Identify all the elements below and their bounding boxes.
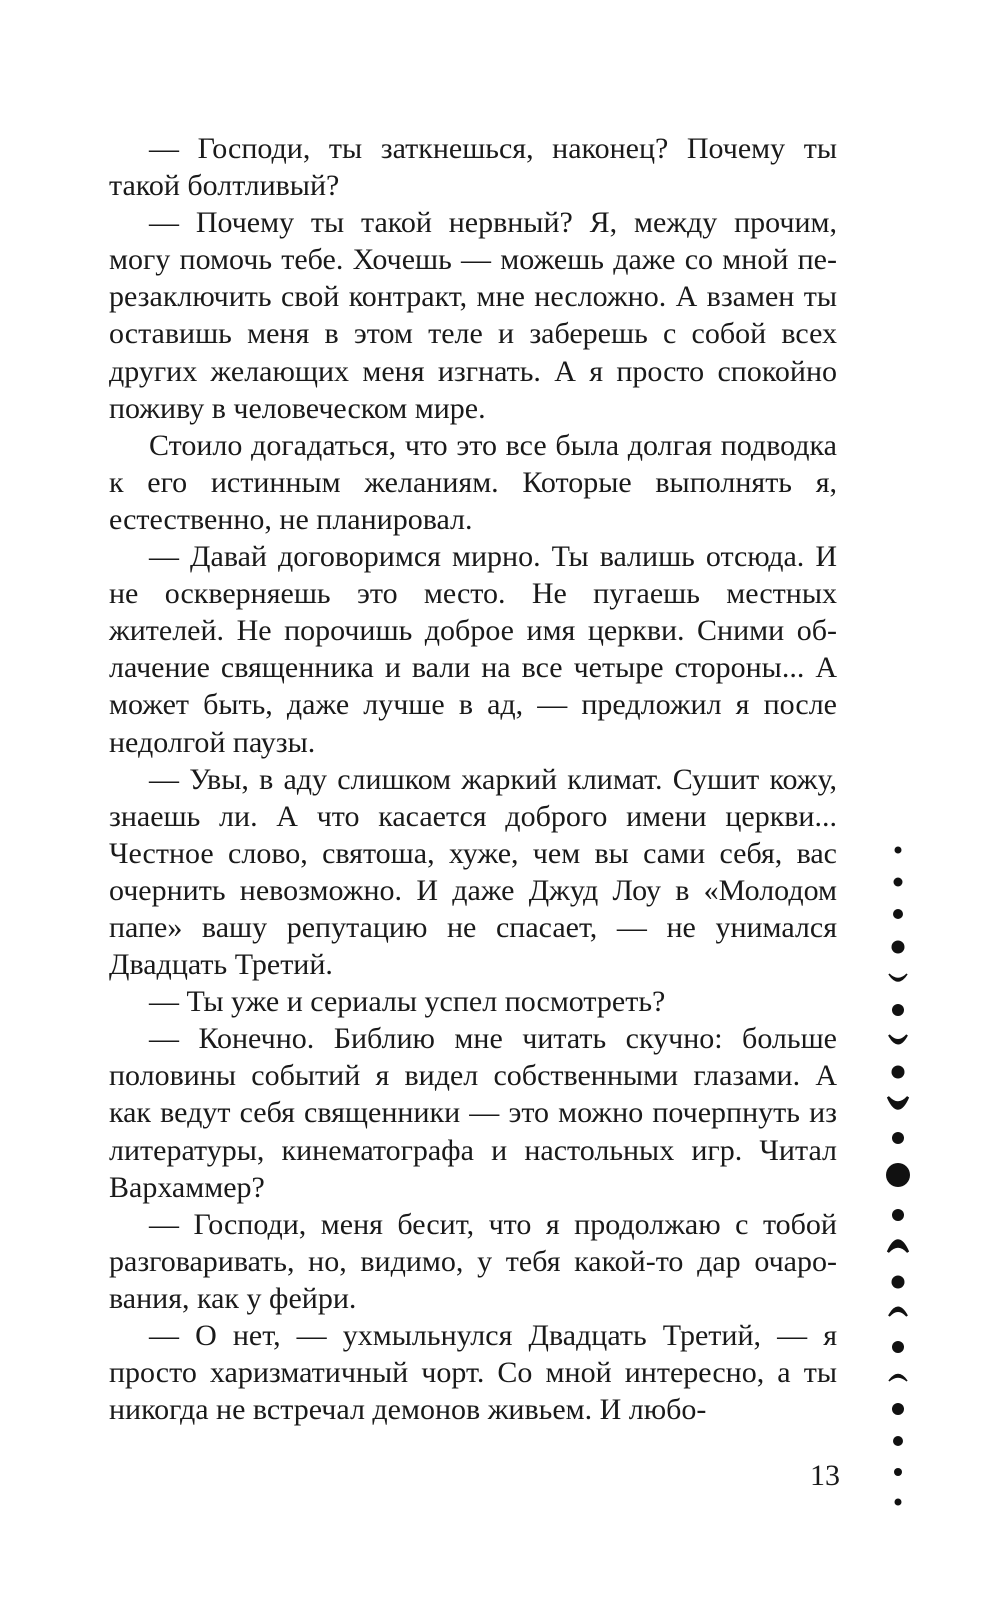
page-text — [109, 130, 837, 1428]
moon-phase-19-dot-icon — [893, 1436, 903, 1446]
moon-phase-16-dot-icon — [892, 1341, 904, 1353]
moon-phase-4-dot-icon — [892, 941, 905, 954]
paragraph-6: — Ты уже и сериалы успел посмотреть? — [149, 985, 666, 1019]
moon-phase-7-crescent-icon — [889, 1035, 907, 1044]
moon-phase-21-dot-icon — [895, 1499, 902, 1506]
moon-phase-20-dot-icon — [894, 1468, 902, 1476]
paragraph-8: — Господи, меня бесит, что я продолжаю с тобой разговаривать, но, видимо, у тебя какой-то дар очарования, как у фейри. — [109, 1207, 837, 1315]
paragraph-1: — Господи, ты заткнешься, наконец? Почему ты такой болтливый? — [109, 132, 837, 203]
paragraph-7: — Конечно. Библию мне читать скучно: больше половины событий я видел собственными глазами. А как ведут себя священники — это можно почерпнуть из литературы, кинематографа и настольных игр. Читал Вархаммер? — [109, 1022, 837, 1204]
moon-phase-9-wide-crescent-icon — [888, 1097, 908, 1109]
moon-phase-12-dot-icon — [892, 1209, 904, 1221]
page-number: 13 — [810, 1459, 840, 1492]
moon-phase-3-dot-icon — [893, 909, 903, 919]
paragraph-2: — Почему ты такой нервный? Я, между прочим, могу помочь тебе. Хочешь — можешь даже со мной перезаключить свой контракт, мне несложно. А взамен ты оставишь меня в этом теле и заберешь с собой всех других желающих меня изгнать. А я просто спокойно поживу в человеческом мире. — [109, 206, 837, 425]
moon-phases-ornament — [872, 842, 924, 1522]
moon-phase-14-dot-icon — [892, 1276, 905, 1289]
moon-phase-1-dot-icon — [895, 847, 902, 854]
paragraph-5: — Увы, в аду слишком жаркий климат. Сушит кожу, знаешь ли. А что касается доброго имени церкви... Честное слово, святоша, хуже, чем вы сами себя, вас очернить невозможно. И даже Джуд Лоу в «Молодом папе» вашу репутацию не спасает, — не унимался Двадцать Третий. — [109, 762, 837, 982]
moon-phase-6-dot-icon — [892, 1004, 904, 1016]
paragraph-9: — О нет, — ухмыльнулся Двадцать Третий, — я просто харизматичный чорт. Со мной интересно, а ты никогда не встречал демонов живьем. И любо- — [109, 1319, 837, 1427]
paragraph-4: — Давай договоримся мирно. Ты валишь отсюда. И не оскверняешь это место. Не пугаешь местных жителей. Не порочишь доброе имя церкви. Сними облачение священника и вали на все четыре стороны... А может быть, даже лучше в ад, — предложил я после недолгой паузы. — [109, 540, 837, 759]
moon-phase-15-waning-crescent-icon — [889, 1308, 907, 1317]
moon-phase-2-dot-icon — [894, 878, 903, 887]
paragraph-3: Стоило догадаться, что это все была долгая подводка к его истинным желаниям. Которые выполнять я, естественно, не планировал. — [109, 428, 837, 536]
moon-phase-8-dot-icon — [892, 1066, 905, 1079]
moon-phase-10-dot-icon — [892, 1132, 904, 1144]
moon-phase-5-thin-crescent-icon — [889, 974, 907, 981]
moon-phase-13-wide-waning-crescent-icon — [888, 1241, 908, 1253]
moon-phase-11-full-moon-icon — [886, 1163, 910, 1187]
moon-phase-17-thin-waning-crescent-icon — [889, 1375, 907, 1382]
moon-phase-18-dot-icon — [892, 1403, 904, 1415]
